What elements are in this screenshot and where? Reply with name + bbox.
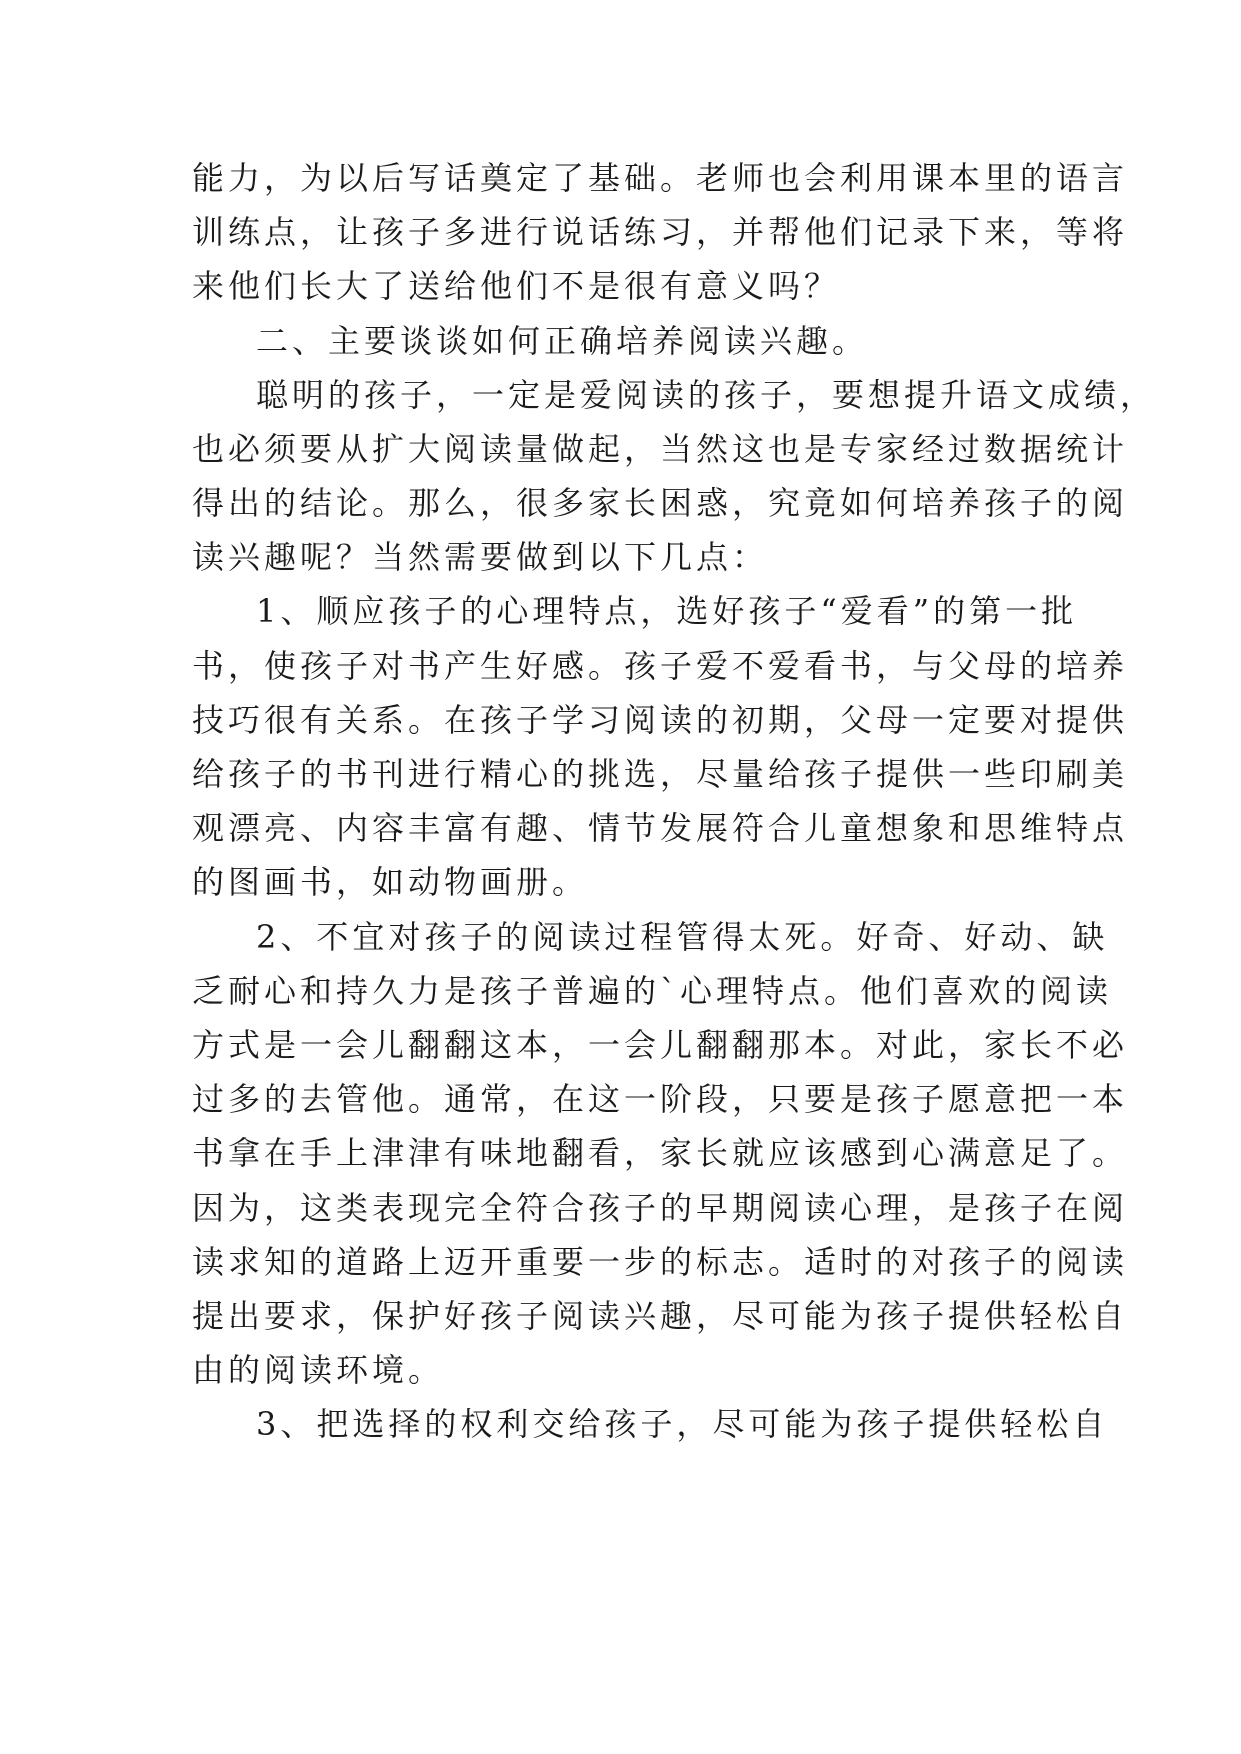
text-line: 因为，这类表现完全符合孩子的早期阅读心理，是孩子在阅 <box>192 1189 1129 1227</box>
text-line: 提出要求，保护好孩子阅读兴趣，尽可能为孩子提供轻松自 <box>192 1297 1129 1335</box>
text-line: 由的阅读环境。 <box>192 1351 445 1389</box>
text-line: 得出的结论。那么，很多家长困惑，究竟如何培养孩子的阅 <box>192 484 1129 522</box>
section-heading: 二、主要谈谈如何正确培养阅读兴趣。 <box>256 322 869 360</box>
text-line: 给孩子的书刊进行精心的挑选，尽量给孩子提供一些印刷美 <box>192 755 1129 793</box>
list-item-3: 3、把选择的权利交给孩子，尽可能为孩子提供轻松自 <box>256 1405 1109 1443</box>
text-line: 方式是一会儿翻翻这本，一会儿翻翻那本。对此，家长不必 <box>192 1026 1129 1064</box>
list-item-1: 1、顺应孩子的心理特点，选好孩子“爱看”的第一批 <box>256 592 1078 630</box>
text-line: 乏耐心和持久力是孩子普遍的`心理特点。他们喜欢的阅读 <box>192 972 1113 1010</box>
text-line: 观漂亮、内容丰富有趣、情节发展符合儿童想象和思维特点 <box>192 809 1129 847</box>
text-line: 的图画书，如动物画册。 <box>192 863 589 901</box>
text-line: 能力，为以后写话奠定了基础。老师也会利用课本里的语言 <box>192 159 1129 197</box>
text-line: 训练点，让孩子多进行说话练习，并帮他们记录下来，等将 <box>192 213 1129 251</box>
text-line: 读兴趣呢？当然需要做到以下几点： <box>192 538 769 576</box>
text-line: 过多的去管他。通常，在这一阶段，只要是孩子愿意把一本 <box>192 1080 1129 1118</box>
text-line: 来他们长大了送给他们不是很有意义吗？ <box>192 267 841 305</box>
text-line: 聪明的孩子，一定是爱阅读的孩子，要想提升语文成绩， <box>256 376 1157 414</box>
text-line: 读求知的道路上迈开重要一步的标志。适时的对孩子的阅读 <box>192 1243 1129 1281</box>
text-line: 技巧很有关系。在孩子学习阅读的初期，父母一定要对提供 <box>192 701 1129 739</box>
text-line: 书，使孩子对书产生好感。孩子爱不爱看书，与父母的培养 <box>192 647 1129 685</box>
text-line: 书拿在手上津津有味地翻看，家长就应该感到心满意足了。 <box>192 1134 1129 1172</box>
list-item-2: 2、不宜对孩子的阅读过程管得太死。好奇、好动、缺 <box>256 918 1109 956</box>
text-line: 也必须要从扩大阅读量做起，当然这也是专家经过数据统计 <box>192 430 1129 468</box>
